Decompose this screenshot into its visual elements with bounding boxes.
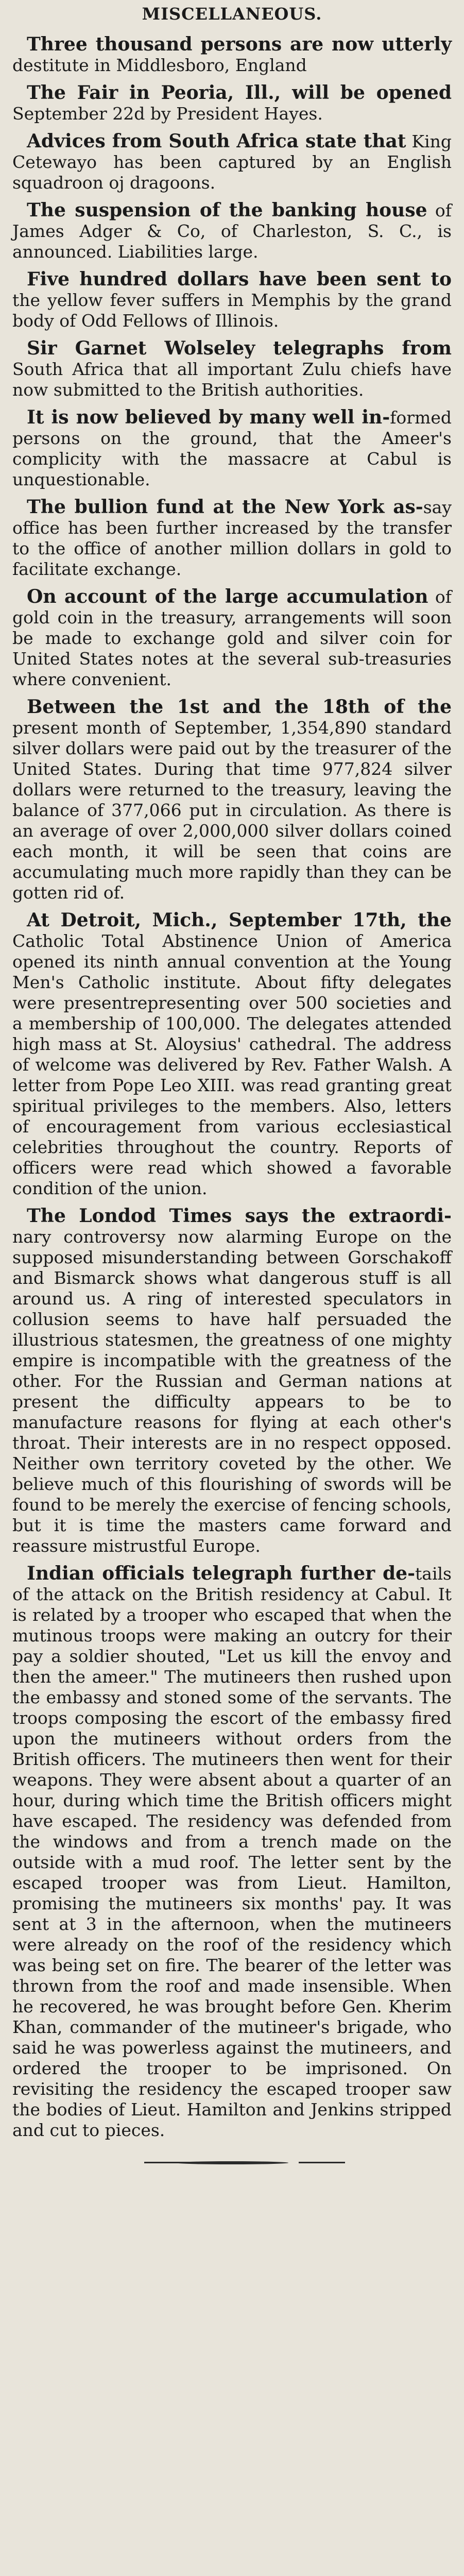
item-body: of James Adger & Co, of Charleston, S. C., is announced. Liabilities large.: [12, 200, 452, 262]
item-lead: The bullion fund at the New York as-: [27, 496, 423, 518]
item-body: present month of September, 1,354,890 standard silver dollars were paid out by the treasurer of the United States. During that time 977,824 silver dollars were returned to the treasury, leaving the balance of 377,066 put in circulation. As there is an average of over 2,000,000 silver dollars coined each month, it will be seen that coins are accumulating much more rapidly than they can be gotten rid of.: [12, 718, 452, 903]
item-lead: Indian officials telegraph further de-: [27, 1563, 416, 1584]
item-body: of gold coin in the treasury, arrangements will soon be made to exchange gold and silver coin for United States notes at the several sub-treasuries where convenient.: [12, 587, 452, 689]
news-item: [12, 131, 452, 193]
section-heading: MISCELLANEOUS.: [142, 4, 322, 24]
item-lead: Five hundred dollars have been sent to: [27, 268, 452, 290]
item-body: tails of the attack on the British residency at Cabul. It is related by a trooper who escaped that when the mutinous troops were making an outcry for their pay a soldier shouted, "Let us kill the envoy and then the ameer." The mutineers then rushed upon the embassy and stoned some of the servants. The troops composing the escort of the embassy fired upon the mutineers without orders from the British officers. The mutineers then went for their weapons. They were absent about a quarter of an hour, during which time the British officers might have escaped. The residency was defended from the windows and from a trench made on the outside with a mud roof. The letter sent by the escaped trooper was from Lieut. Hamilton, promising the mutineers six months' pay. It was sent at 3 in the afternoon, when the mutineers were already on the roof of the residency which was being set on fire. The bearer of the letter was thrown from the roof and made insensible. When he recovered, he was brought before Gen. Kherim Khan, commander of the mutineer's brigade, who said he was powerless against the mutineers, and ordered the trooper to be imprisoned. On revisiting the residency the escaped trooper saw the bodies of Lieut. Hamilton and Jenkins stripped and cut to pieces.: [12, 1564, 452, 2140]
news-item: [12, 497, 452, 580]
rule-right: [299, 2162, 345, 2163]
item-lead: On account of the large accumulation: [27, 586, 428, 607]
item-body: South Africa that all important Zulu chiefs have now submitted to the British authorities.: [12, 359, 452, 400]
news-item: [12, 338, 452, 400]
item-body: say office has been further increased by the transfer to the office of another million dollars in gold to facilitate exchange.: [12, 497, 452, 579]
item-lead: Three thousand persons are now utterly: [27, 33, 452, 55]
newspaper-column: [12, 0, 452, 2179]
item-lead: Advices from South Africa state that: [27, 130, 406, 152]
item-body: the yellow fever suffers in Memphis by the grand body of Odd Fellows of Illinois.: [12, 290, 452, 331]
item-body: September 22d by President Hayes.: [12, 104, 323, 124]
news-item: [12, 34, 452, 76]
news-item: [12, 1563, 452, 2141]
item-lead: It is now believed by many well in-: [27, 406, 390, 428]
news-item: [12, 82, 452, 124]
item-lead: Sir Garnet Wolseley telegraphs from: [27, 337, 452, 359]
rule-center: [175, 2161, 288, 2164]
item-lead: The Londod Times says the extraordi-: [27, 1205, 452, 1227]
item-lead: At Detroit, Mich., September 17th, the: [27, 909, 452, 931]
news-item: [12, 269, 452, 331]
item-body: King Cetewayo has been captured by an English squadroon oj dragoons.: [12, 131, 452, 193]
news-item: [12, 586, 452, 690]
item-lead: The suspension of the banking house: [27, 199, 427, 221]
item-lead: Between the 1st and the 18th of the: [27, 696, 452, 718]
item-body: nary controversy now alarming Europe on the supposed misunderstanding between Gorschakoff and Bismarck shows what dangerous stuff is all around us. A ring of interested speculators in collusion seems to have half persuaded the illustrious statesmen, the greatness of one mighty empire is incompatible with the greatness of the other. For the Russian and German nations at present the difficulty appears to be to manufacture reasons for flying at each other's throat. Their interests are in no respect opposed. Neither own territory coveted by the other. We believe much of this flourishing of swords will be found to be merely the exercise of fencing schools, but it is time the masters came forward and reassure mistrustful Europe.: [12, 1227, 452, 1556]
item-body: formed persons on the ground, that the Ameer's complicity with the massacre at Cabul is unquestionable.: [12, 408, 452, 489]
item-lead: The Fair in Peoria, Ill., will be opened: [27, 82, 452, 104]
news-item: [12, 697, 452, 903]
item-body: Catholic Total Abstinence Union of America opened its ninth annual convention at the Young Men's Catholic institute. About fifty delegates were presentrepresenting over 500 societies and a membership of 100,000. The delegates attended high mass at St. Aloysius' cathedral. The address of welcome was delivered by Rev. Father Walsh. A letter from Pope Leo XIII. was read granting great spiritual privileges to the members. Also, letters of encouragement from various ecclesiastical celebrities throughout the country. Reports of officers were read which showed a favorable condition of the union.: [12, 931, 452, 1198]
news-item: [12, 910, 452, 1199]
item-body: destitute in Middlesboro, England: [12, 55, 307, 75]
news-item: [12, 200, 452, 262]
news-item: [12, 407, 452, 490]
news-item: [12, 1206, 452, 1556]
column-end-rule: [12, 2148, 452, 2179]
